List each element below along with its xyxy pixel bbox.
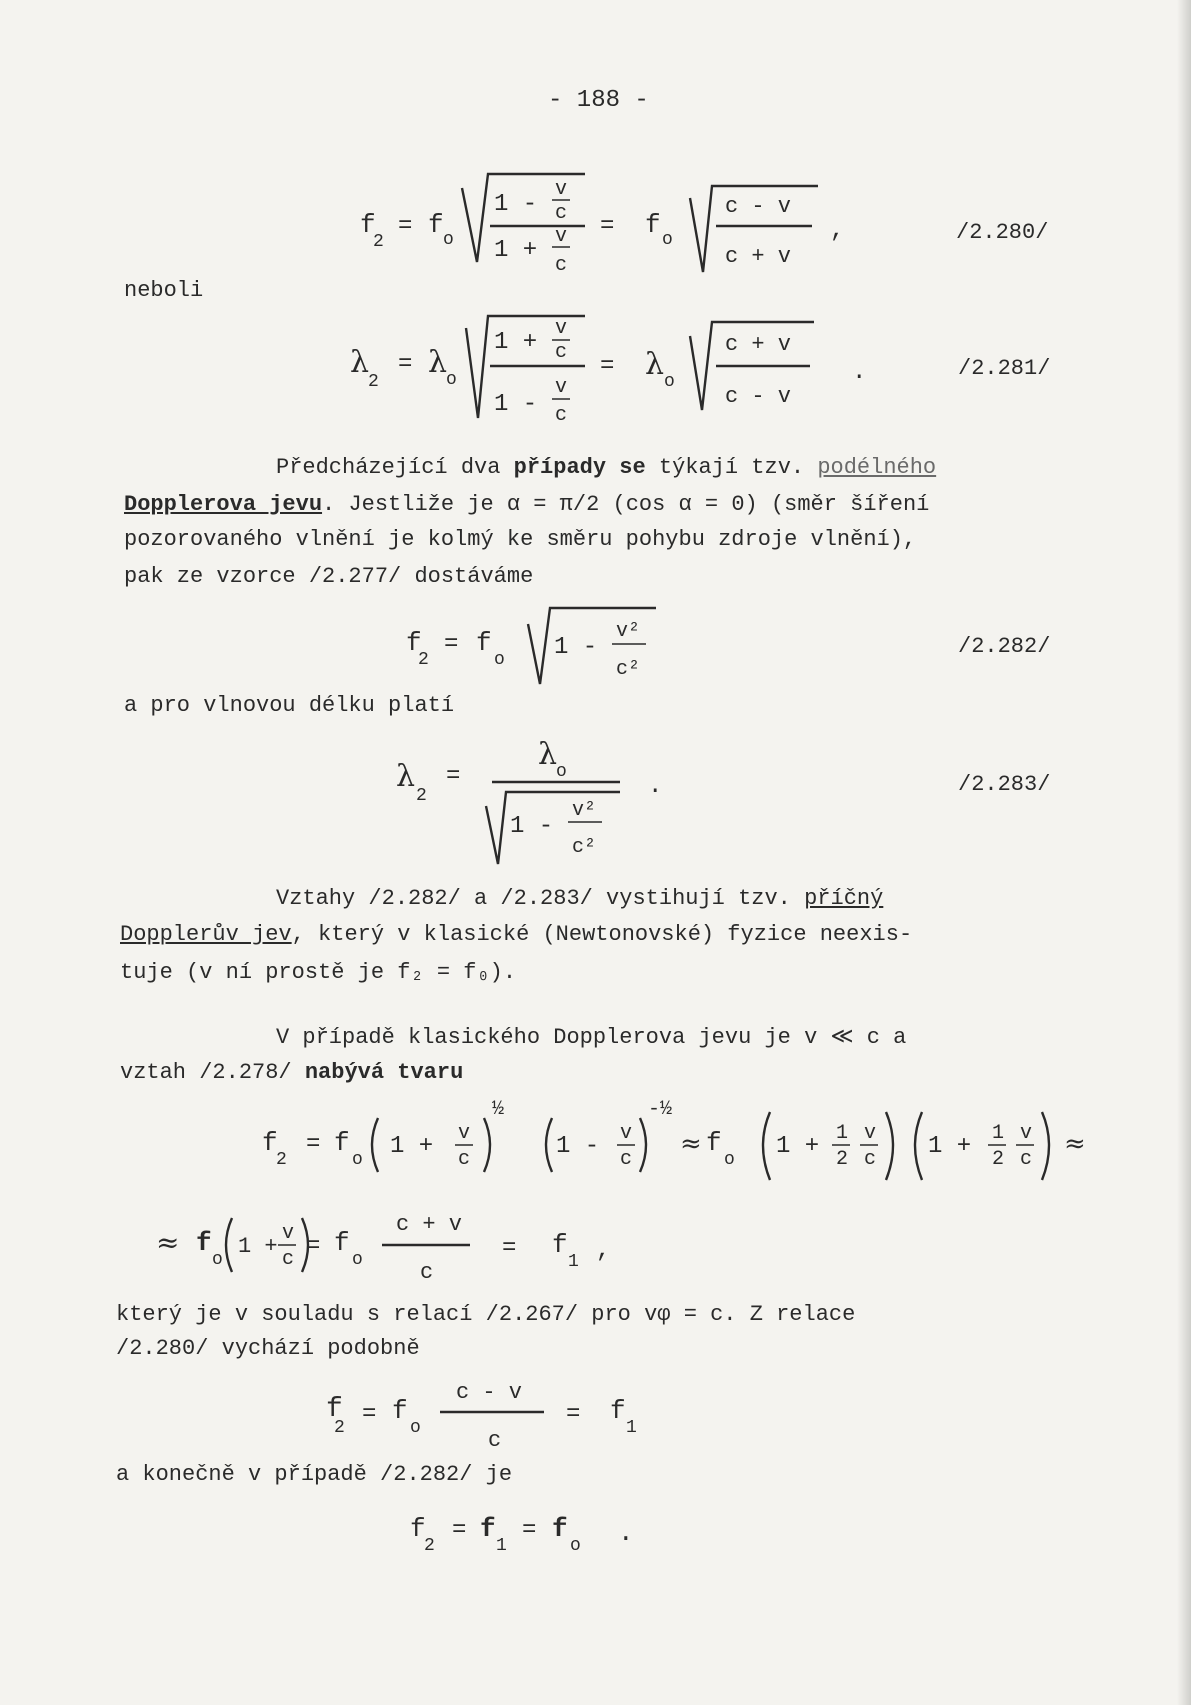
- eq281-num-1p: 1 +: [494, 329, 538, 356]
- eq282-eq: =: [444, 631, 459, 658]
- eqb-cmv: c - v: [456, 1380, 523, 1405]
- eq283-v2: v²: [572, 799, 597, 822]
- eq283-lam0: λ: [538, 737, 558, 772]
- eqb-f: f: [326, 1394, 343, 1425]
- para3-line3: tuje (v ní prostě je f₂ = f₀).: [120, 960, 517, 985]
- exp1-c1: c: [458, 1148, 471, 1171]
- eq280-sub2: 2: [373, 232, 384, 252]
- eq280-f0b: f: [645, 210, 661, 240]
- exp2-comma: ,: [596, 1237, 611, 1264]
- page-number: - 188 -: [548, 87, 649, 114]
- eqb-f1: f: [610, 1396, 626, 1426]
- exp2-v: v: [282, 1222, 295, 1245]
- para1-line4: pak ze vzorce /2.277/ dostáváme: [124, 564, 534, 589]
- eqf-sub2: 2: [424, 1536, 435, 1556]
- exp1-pow2: -½: [648, 1098, 673, 1121]
- eqf-sub1: 1: [496, 1536, 507, 1556]
- exp2-approx: ≈: [156, 1226, 180, 1259]
- exp2-cpv: c + v: [396, 1212, 463, 1237]
- eq-number-2-283: /2.283/: [958, 772, 1051, 797]
- eq-number-2-282: /2.282/: [958, 634, 1051, 659]
- para3-l1-a: Vztahy /2.282/ a /2.283/ vystihují tzv.: [276, 886, 791, 911]
- eq281-num-c: c: [555, 341, 568, 364]
- para1-l1-a: Předcházející dva: [276, 455, 501, 480]
- exp1-1p: 1 +: [390, 1133, 434, 1160]
- eq283-c2: c²: [572, 836, 597, 859]
- eq283-sub0: o: [556, 762, 567, 782]
- eq281-lam0b: λ: [645, 347, 665, 382]
- eq281-eq1: =: [398, 351, 413, 378]
- eq283-dot: .: [648, 773, 663, 800]
- para5-line1: který je v souladu s relací /2.267/ pro vφ = c. Z relace: [116, 1302, 856, 1327]
- exp2-sub1: 1: [568, 1252, 579, 1272]
- exp1-pow1: ½: [492, 1098, 505, 1121]
- term-dopplerova-jevu: Dopplerova jevu: [124, 492, 323, 517]
- eq280-eq2: =: [600, 213, 615, 240]
- eqf-eq1: =: [452, 1517, 467, 1544]
- eq282-f0: f: [476, 628, 492, 658]
- exp1-eq: =: [306, 1131, 321, 1158]
- eq282-sub2: 2: [418, 650, 429, 670]
- exp1-f0b: f: [706, 1128, 722, 1158]
- eq282-1m: 1 -: [554, 634, 598, 661]
- eq280-f0: f: [428, 210, 444, 240]
- term-podelneho: podélného: [817, 455, 937, 480]
- exp2-eq1: =: [306, 1233, 321, 1260]
- eqb-eq1: =: [362, 1401, 377, 1428]
- exp2-sub0: o: [212, 1250, 223, 1270]
- exp1-approx1: ≈: [680, 1129, 702, 1159]
- eq280-num-c: c: [555, 202, 568, 225]
- eq282-v2: v²: [616, 620, 641, 643]
- para2: a pro vlnovou délku platí: [124, 693, 455, 718]
- exp1-h3: 1: [992, 1122, 1005, 1145]
- eq280-comma: ,: [830, 217, 845, 244]
- exp2-f0: f: [196, 1228, 212, 1258]
- eq283-eq: =: [446, 763, 461, 790]
- term-doppleruv-jev: Dopplerův jev: [120, 922, 292, 947]
- para4-line1: V případě klasického Dopplerova jevu je v ≪ c a: [276, 1025, 907, 1050]
- para4-l2-a: vztah /2.278/: [120, 1060, 292, 1085]
- exp1-v2: v: [620, 1122, 633, 1145]
- eq281-eq2: =: [600, 353, 615, 380]
- exp2-f1: f: [552, 1230, 568, 1260]
- exp1-c3: c: [864, 1148, 877, 1171]
- exp1-1p-b: 1 +: [776, 1133, 820, 1160]
- exp1-sub0b: o: [724, 1150, 735, 1170]
- eq282-sub0: o: [494, 650, 505, 670]
- exp1-h1: 1: [836, 1122, 849, 1145]
- eqb-den-c: c: [488, 1428, 502, 1453]
- exp2-c: c: [282, 1248, 295, 1271]
- eq281-lam: λ: [350, 345, 370, 380]
- eqf-f2: f: [410, 1514, 426, 1544]
- exp1-v1: v: [458, 1122, 471, 1145]
- exp1-h2: 2: [836, 1148, 849, 1171]
- para3-l2-b: , který v klasické (Newtonovské) fyzice neexis-: [291, 922, 913, 947]
- eq281-sub2: 2: [368, 372, 379, 392]
- para1-l2-b: . Jestliže je α = π/2 (cos α = 0) (směr šíření: [322, 492, 930, 517]
- eqb-eq2: =: [566, 1401, 581, 1428]
- para1-line3: pozorovaného vlnění je kolmý ke směru pohybu zdroje vlnění),: [124, 527, 917, 552]
- exp1-approx2: ≈: [1064, 1129, 1086, 1159]
- eq281-cmv: c - v: [725, 384, 792, 409]
- exp1-1p-c: 1 +: [928, 1133, 972, 1160]
- word-neboli: neboli: [124, 278, 204, 303]
- eq280-sub0: o: [443, 230, 454, 250]
- eq281-cpv: c + v: [725, 332, 792, 357]
- eq280-eq1: =: [398, 213, 413, 240]
- exp1-f: f: [262, 1128, 278, 1158]
- eq280-den-v: v: [555, 225, 568, 248]
- eq-number-2-281: /2.281/: [958, 356, 1051, 381]
- para6: a konečně v případě /2.282/ je: [116, 1462, 513, 1487]
- eqb-sub1: 1: [626, 1418, 637, 1438]
- eq280-num-1m: 1 -: [494, 191, 538, 218]
- eqb-sub0: o: [410, 1418, 421, 1438]
- eq280-f: f: [360, 210, 376, 240]
- exp1-sub2: 2: [276, 1150, 287, 1170]
- exp1-c4: c: [1020, 1148, 1033, 1171]
- exp2-f0b: f: [334, 1228, 350, 1258]
- eqf-eq2: =: [522, 1517, 537, 1544]
- para5-line2: /2.280/ vychází podobně: [116, 1336, 420, 1361]
- eq-number-2-280: /2.280/: [956, 220, 1049, 245]
- eq280-den-c: c: [555, 254, 568, 277]
- eqf-sub0: o: [570, 1536, 581, 1556]
- eq282-f: f: [406, 628, 422, 658]
- eq283-sub2: 2: [416, 786, 427, 806]
- eqb-sub2: 2: [334, 1418, 345, 1438]
- eq281-sub0b: o: [664, 372, 675, 392]
- exp2-sub0b: o: [352, 1250, 363, 1270]
- eq283-lam: λ: [396, 759, 416, 794]
- exp1-c2: c: [620, 1148, 633, 1171]
- exp1-h4: 2: [992, 1148, 1005, 1171]
- eq280-sub0b: o: [662, 230, 673, 250]
- para1-l1-b: případy se: [513, 455, 646, 480]
- eq280-cmv: c - v: [725, 194, 792, 219]
- eq281-den-c: c: [555, 404, 568, 427]
- exp1-v3: v: [864, 1122, 877, 1145]
- eq281-dot: .: [852, 359, 867, 386]
- eq283-1m: 1 -: [510, 813, 554, 840]
- exp1-sub0: o: [352, 1150, 363, 1170]
- eqf-f0: f: [552, 1514, 568, 1544]
- eq280-num-v: v: [555, 178, 568, 201]
- eq281-sub0: o: [446, 370, 457, 390]
- eq280-cpv: c + v: [725, 244, 792, 269]
- exp1-v4: v: [1020, 1122, 1033, 1145]
- eq280-den-1p: 1 +: [494, 237, 538, 264]
- eq281-den-v: v: [555, 376, 568, 399]
- eqb-f0: f: [392, 1396, 408, 1426]
- para1-l1-c: týkají tzv.: [658, 455, 805, 480]
- eq282-c2: c²: [616, 658, 641, 681]
- exp2-eq2: =: [502, 1235, 517, 1262]
- exp2-1p: 1 +: [238, 1234, 278, 1259]
- exp2-den-c: c: [420, 1260, 434, 1285]
- exp1-f0: f: [334, 1128, 350, 1158]
- exp1-1m: 1 -: [556, 1133, 600, 1160]
- eqf-dot: .: [618, 1518, 634, 1548]
- eqf-f1: f: [480, 1514, 496, 1544]
- para4-l2-b: nabývá tvaru: [304, 1060, 464, 1085]
- term-pricny: příčný: [804, 886, 884, 911]
- eq281-num-v: v: [555, 317, 568, 340]
- eq281-den-1m: 1 -: [494, 391, 538, 418]
- eq281-lam0: λ: [428, 345, 448, 380]
